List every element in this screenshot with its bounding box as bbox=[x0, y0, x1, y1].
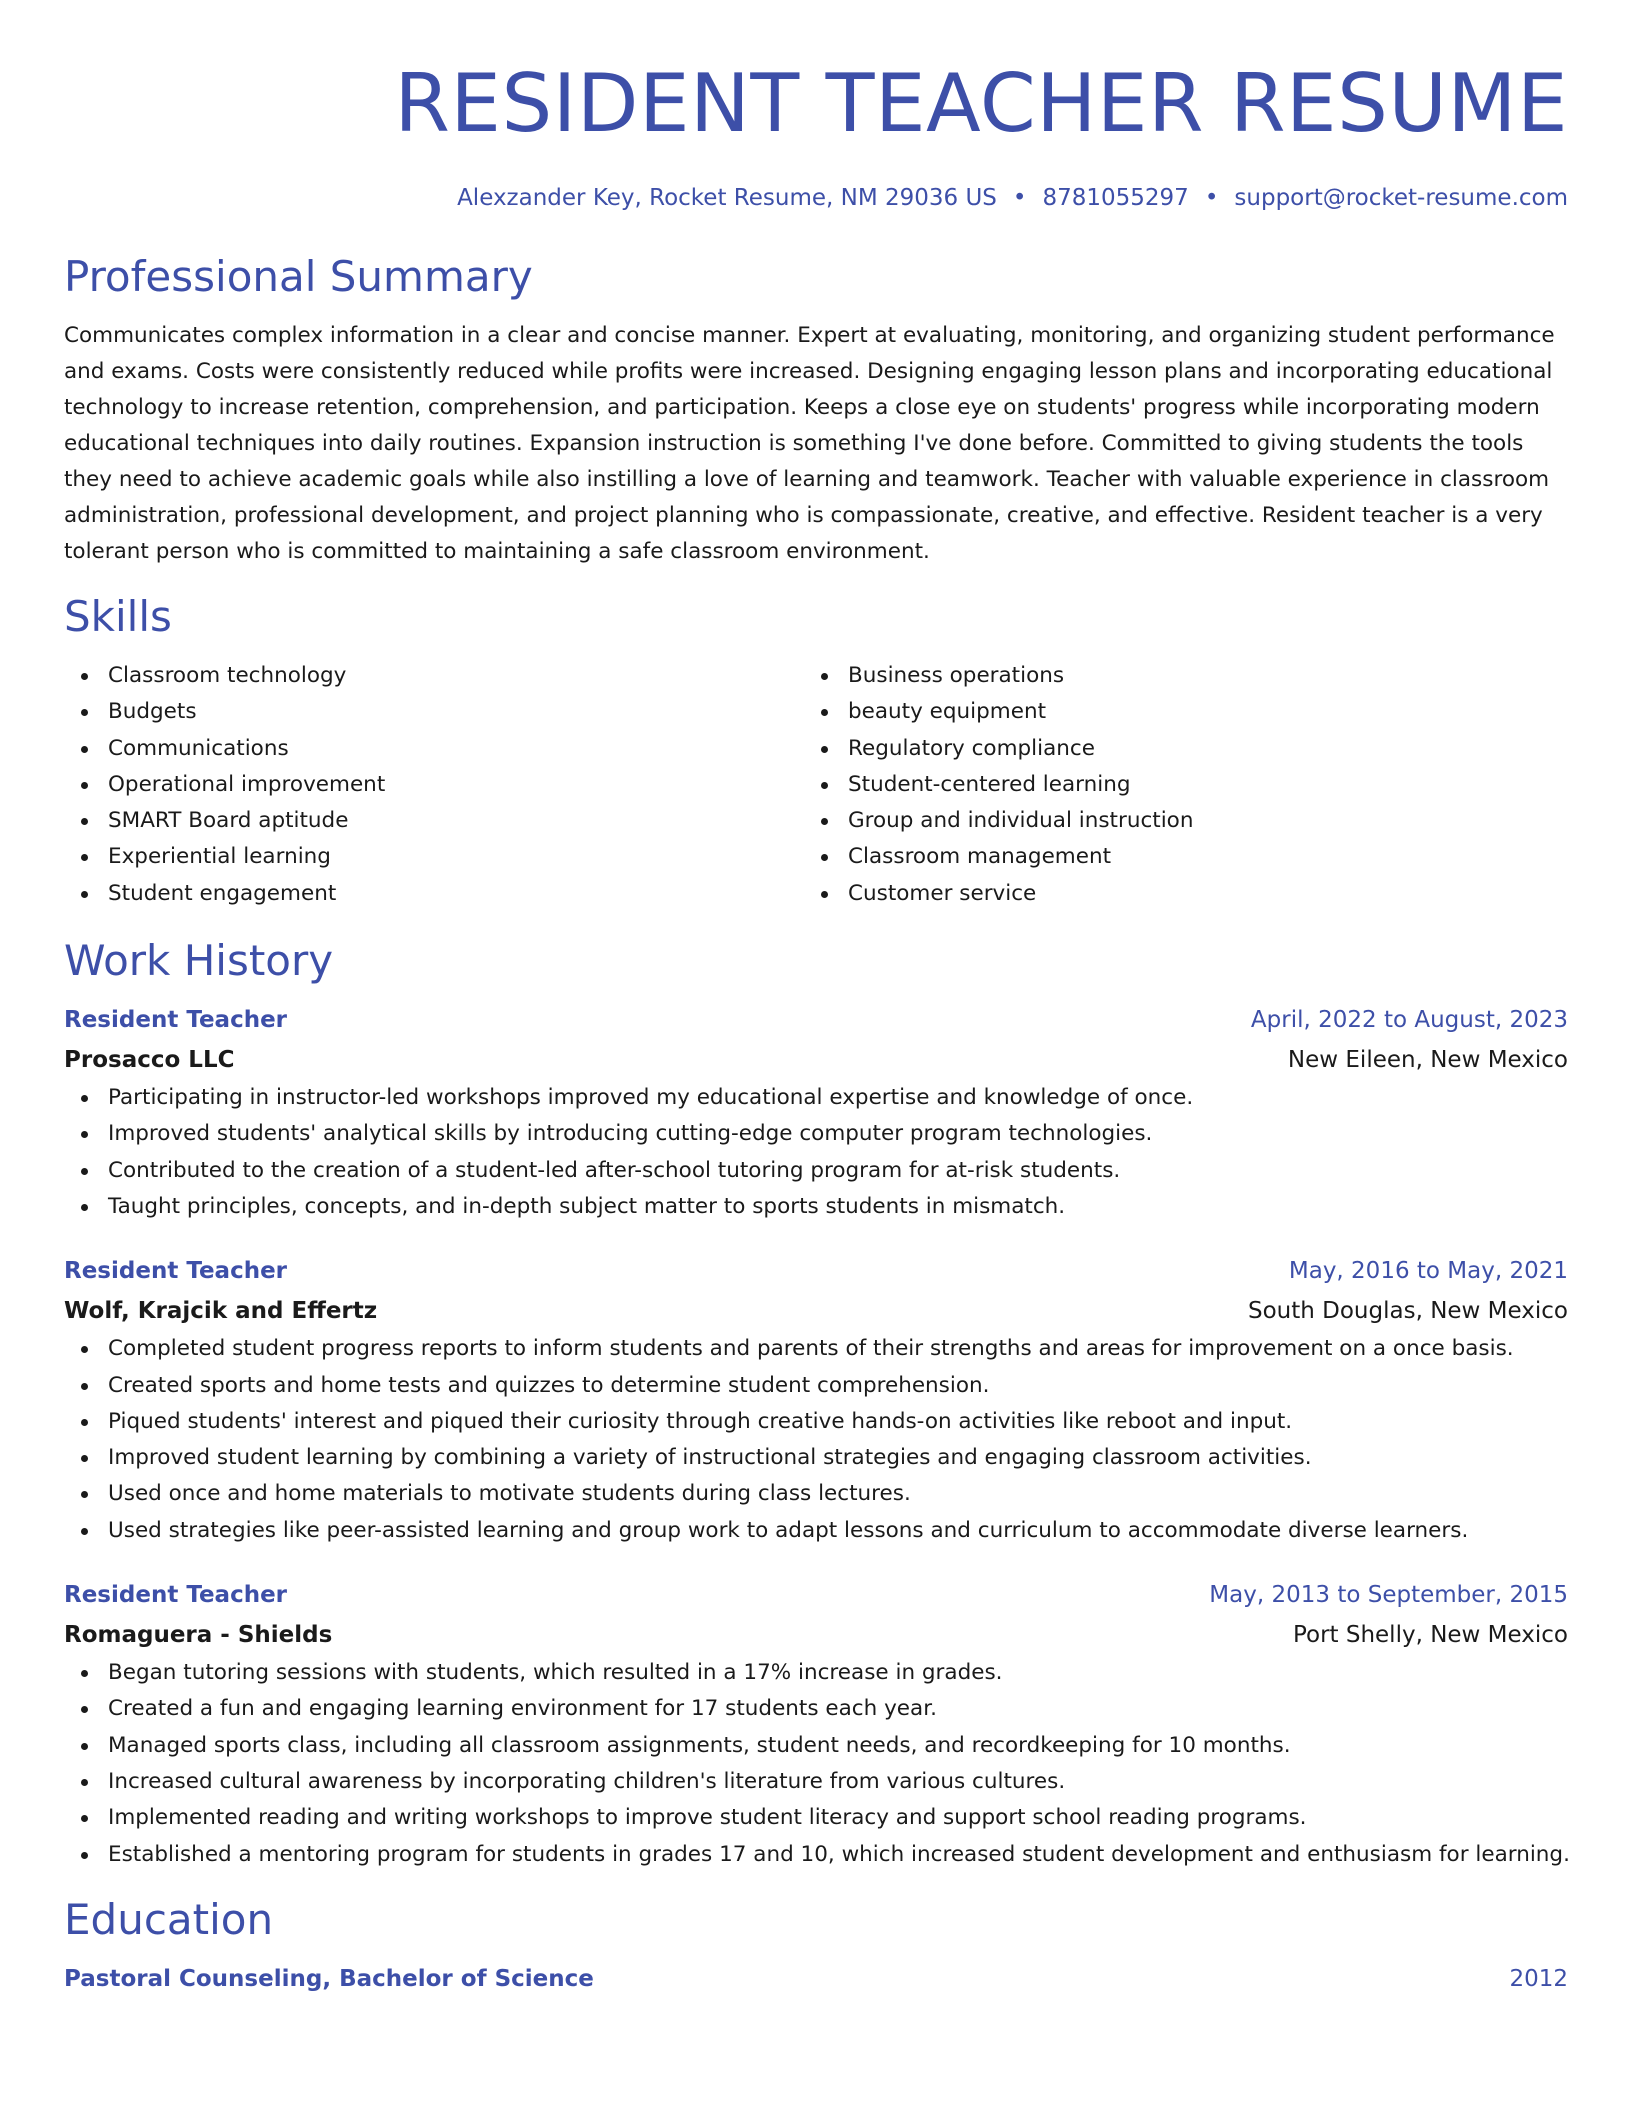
job-company-row bbox=[64, 1615, 1568, 1655]
contact-line bbox=[64, 182, 1568, 214]
education-degree: Pastoral Counseling, Bachelor of Science bbox=[64, 1965, 594, 1992]
skills-section bbox=[64, 590, 1568, 912]
job-location: South Douglas, New Mexico bbox=[1248, 1298, 1568, 1325]
education-heading: Education bbox=[64, 1894, 274, 1944]
job-bullet: Used once and home materials to motivate students during class lectures. bbox=[64, 1476, 1568, 1512]
resume-title: RESIDENT TEACHER RESUME bbox=[394, 57, 1568, 150]
skills-heading: Skills bbox=[64, 592, 172, 641]
job-bullet: Taught principles, concepts, and in-depth subject matter to sports students in mismatch. bbox=[64, 1189, 1568, 1225]
job-location: New Eileen, New Mexico bbox=[1287, 1047, 1568, 1074]
job-location: Port Shelly, New Mexico bbox=[1292, 1622, 1568, 1649]
job-bullet: Piqued students' interest and piqued their curiosity through creative hands-on activities like reboot and input. bbox=[64, 1404, 1568, 1440]
job-bullet: Increased cultural awareness by incorporating children's literature from various cultures. bbox=[64, 1764, 1568, 1800]
job-bullet: Completed student progress reports to inform students and parents of their strengths and areas for improvement on a once basis. bbox=[64, 1331, 1568, 1367]
education-year: 2012 bbox=[1509, 1965, 1568, 1992]
skill-item: Group and individual instruction bbox=[804, 803, 1544, 839]
skill-item: Classroom technology bbox=[64, 658, 804, 694]
skill-item: Regulatory compliance bbox=[804, 731, 1544, 767]
skills-list-right bbox=[804, 658, 1544, 912]
job-dates: May, 2013 to September, 2015 bbox=[1209, 1582, 1568, 1609]
job-title: Resident Teacher bbox=[64, 1582, 288, 1609]
job-company: Romaguera - Shields bbox=[64, 1622, 333, 1649]
job-bullet: Participating in instructor-led workshops improved my educational expertise and knowledge of once. bbox=[64, 1080, 1568, 1116]
job-company-row bbox=[64, 1040, 1568, 1080]
job-bullet: Created sports and home tests and quizzes to determine student comprehension. bbox=[64, 1368, 1568, 1404]
skill-item: SMART Board aptitude bbox=[64, 803, 804, 839]
skill-item: Budgets bbox=[64, 694, 804, 730]
job-bullets bbox=[64, 1080, 1568, 1225]
job-bullet: Implemented reading and writing workshops to improve student literacy and support school reading programs. bbox=[64, 1800, 1568, 1836]
work-section bbox=[64, 934, 1568, 1873]
education-section bbox=[64, 1893, 1568, 1999]
job-dates: May, 2016 to May, 2021 bbox=[1288, 1258, 1568, 1285]
job-title: Resident Teacher bbox=[64, 1007, 288, 1034]
job-bullets bbox=[64, 1655, 1568, 1873]
job-header-row bbox=[64, 1575, 1568, 1615]
job-header-row bbox=[64, 1251, 1568, 1291]
job-bullet: Improved students' analytical skills by introducing cutting-edge computer program technologies. bbox=[64, 1116, 1568, 1152]
contact-separator: • bbox=[1012, 185, 1027, 211]
job-entry bbox=[64, 1000, 1568, 1225]
job-bullet: Managed sports class, including all classroom assignments, student needs, and recordkeeping for 10 months. bbox=[64, 1728, 1568, 1764]
contact-phone[interactable]: 8781055297 bbox=[1042, 185, 1189, 211]
education-row bbox=[64, 1959, 1568, 1999]
summary-heading: Professional Summary bbox=[64, 252, 533, 301]
job-bullet: Used strategies like peer-assisted learning and group work to adapt lessons and curriculum to accommodate diverse learners. bbox=[64, 1513, 1568, 1549]
job-company-row bbox=[64, 1291, 1568, 1331]
skill-item: Experiential learning bbox=[64, 839, 804, 875]
skill-item: Student engagement bbox=[64, 876, 804, 912]
skills-column-left bbox=[64, 658, 804, 912]
job-bullet: Established a mentoring program for students in grades 17 and 10, which increased student development and enthusiasm for learning. bbox=[64, 1837, 1568, 1873]
skill-item: beauty equipment bbox=[804, 694, 1544, 730]
skills-column-right bbox=[804, 658, 1544, 912]
job-bullet: Began tutoring sessions with students, which resulted in a 17% increase in grades. bbox=[64, 1655, 1568, 1691]
job-dates: April, 2022 to August, 2023 bbox=[1250, 1007, 1568, 1034]
job-bullets bbox=[64, 1331, 1568, 1549]
skill-item: Communications bbox=[64, 731, 804, 767]
summary-text: Communicates complex information in a clear and concise manner. Expert at evaluating, monitoring, and organizing student performance and exams. Costs were consistently reduced while profits were increased. Designing engaging lesson plans and incorporating educational technology to increase retention, comprehension, and participation. Keeps a close eye on students' progress while incorporating modern educational techniques into daily routines. Expansion instruction is something I've done before. Committed to giving students the tools they need to achieve academic goals while also instilling a love of learning and teamwork. Teacher with valuable experience in classroom administration, professional development, and project planning who is compassionate, creative, and effective. Resident teacher is a very tolerant person who is committed to maintaining a safe classroom environment. bbox=[64, 323, 1555, 564]
contact-email[interactable]: support@rocket-resume.com bbox=[1234, 185, 1568, 211]
job-bullet: Improved student learning by combining a variety of instructional strategies and engaging classroom activities. bbox=[64, 1440, 1568, 1476]
contact-address: Alexzander Key, Rocket Resume, NM 29036 US bbox=[457, 185, 997, 211]
skill-item: Student-centered learning bbox=[804, 767, 1544, 803]
job-title: Resident Teacher bbox=[64, 1258, 288, 1285]
summary-section bbox=[64, 250, 1568, 570]
skills-list-left bbox=[64, 658, 804, 912]
job-company: Prosacco LLC bbox=[64, 1047, 235, 1074]
job-header-row bbox=[64, 1000, 1568, 1040]
job-entry bbox=[64, 1575, 1568, 1873]
job-bullet: Contributed to the creation of a student-led after-school tutoring program for at-risk students. bbox=[64, 1153, 1568, 1189]
skill-item: Business operations bbox=[804, 658, 1544, 694]
skill-item: Operational improvement bbox=[64, 767, 804, 803]
contact-separator: • bbox=[1204, 185, 1219, 211]
job-company: Wolf, Krajcik and Effertz bbox=[64, 1298, 378, 1325]
job-entry bbox=[64, 1251, 1568, 1549]
skill-item: Customer service bbox=[804, 876, 1544, 912]
skills-grid bbox=[64, 658, 1568, 912]
work-heading: Work History bbox=[64, 936, 334, 986]
job-bullet: Created a fun and engaging learning environment for 17 students each year. bbox=[64, 1691, 1568, 1727]
skill-item: Classroom management bbox=[804, 839, 1544, 875]
